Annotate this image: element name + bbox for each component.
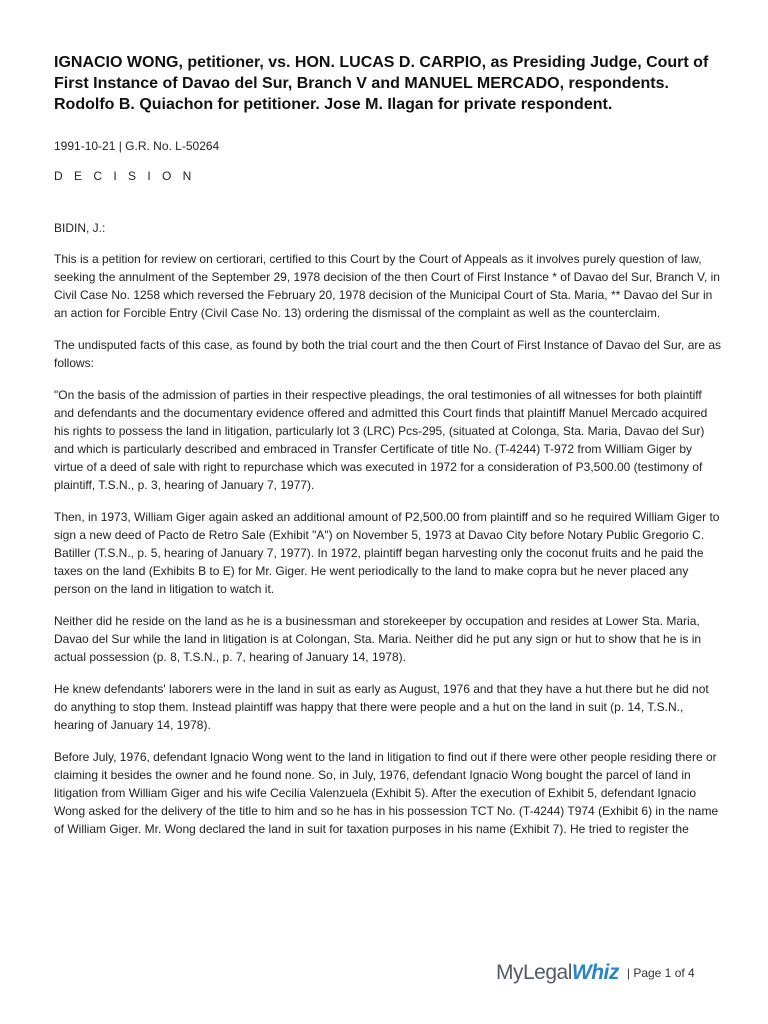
page-number: | Page 1 of 4	[626, 966, 695, 980]
paragraph-3: "On the basis of the admission of parties in their respective pleadings, the oral testimonies of all witnesses for both plaintiff and defendants and the documentary evidence offered and admitted this Court finds that plaintiff Manuel Mercado acquired his rights to possess the land in litigation, particularly lot 3 (LRC) Pcs-295, (situated at Colonga, Sta. Maria, Davao del Sur) and which is particularly described and embraced in Transfer Certificate of title No. (T-4244) T-972 from William Giger by virtue of a deed of sale with right to repurchase which was executed in 1972 for a consideration of P3,500.00 (testimony of plaintiff, T.S.N., p. 3, hearing of January 7, 1977).	[54, 388, 708, 492]
mylegalwhiz-logo[interactable]	[496, 961, 619, 985]
case-date-and-number: 1991-10-21 | G.R. No. L-50264	[54, 139, 220, 153]
logo-whiz: Whiz	[571, 961, 619, 984]
decision-heading: D E C I S I O N	[54, 169, 196, 183]
paragraph-6: He knew defendants' laborers were in the land in suit as early as August, 1976 and that they have a hut there but he did not do anything to stop them. Instead plaintiff was happy that there were people and a hut on the land in suit (p. 14, T.S.N., hearing of January 14, 1978).	[54, 682, 709, 732]
case-title: IGNACIO WONG, petitioner, vs. HON. LUCAS D. CARPIO, as Presiding Judge, Court of First Instance of Davao del Sur, Branch V and MANUEL MERCADO, respondents. Rodolfo B. Quiachon for petitioner. Jose M. Ilagan for private respondent.	[54, 54, 709, 113]
document-page	[54, 52, 724, 852]
paragraph-4: Then, in 1973, William Giger again asked an additional amount of P2,500.00 from plaintiff and so he required William Giger to sign a new deed of Pacto de Retro Sale (Exhibit "A") on November 5, 1973 at Davao City before Notary Public Gregorio C. Batiller (T.S.N., p. 5, hearing of January 7, 1977). In 1972, plaintiff began harvesting only the coconut fruits and he paid the taxes on the land (Exhibits B to E) for Mr. Giger. He went periodically to the land to make copra but he never placed any person on the land in litigation to watch it.	[54, 510, 720, 596]
paragraph-7: Before July, 1976, defendant Ignacio Wong went to the land in litigation to find out if there were other people residing there or claiming it besides the owner and he found none. So, in July, 1976, defendant Ignacio Wong bought the parcel of land in litigation from William Giger and his wife Cecilia Valenzuela (Exhibit 5). After the execution of Exhibit 5, defendant Ignacio Wong asked for the delivery of the title to him and so he has in his possession TCT No. (T-4244) T974 (Exhibit 6) in the name of William Giger. Mr. Wong declared the land in suit for taxation purposes in his name (Exhibit 7). He tried to register the	[54, 750, 719, 836]
logo-legal: Legal	[523, 961, 572, 984]
paragraph-1: This is a petition for review on certiorari, certified to this Court by the Court of Appeals as it involves purely question of law, seeking the annulment of the September 29, 1978 decision of the then Court of First Instance * of Davao del Sur, Branch V, in Civil Case No. 1258 which reversed the February 20, 1978 decision of the Municipal Court of Sta. Maria, ** Davao del Sur in an action for Forcible Entry (Civil Case No. 13) ordering the dismissal of the complaint as well as the counterclaim.	[54, 252, 720, 320]
paragraph-2: The undisputed facts of this case, as found by both the trial court and the then Court of First Instance of Davao del Sur, are as follows:	[54, 338, 722, 370]
page-footer	[496, 958, 695, 988]
logo-my: My	[496, 961, 523, 984]
ponente: BIDIN, J.:	[54, 221, 106, 235]
paragraph-5: Neither did he reside on the land as he is a businessman and storekeeper by occupation and resides at Lower Sta. Maria, Davao del Sur while the land in litigation is at Colongan, Sta. Maria. Neither did he put any sign or hut to show that he is in actual possession (p. 8, T.S.N., p. 7, hearing of January 14, 1978).	[54, 614, 702, 664]
